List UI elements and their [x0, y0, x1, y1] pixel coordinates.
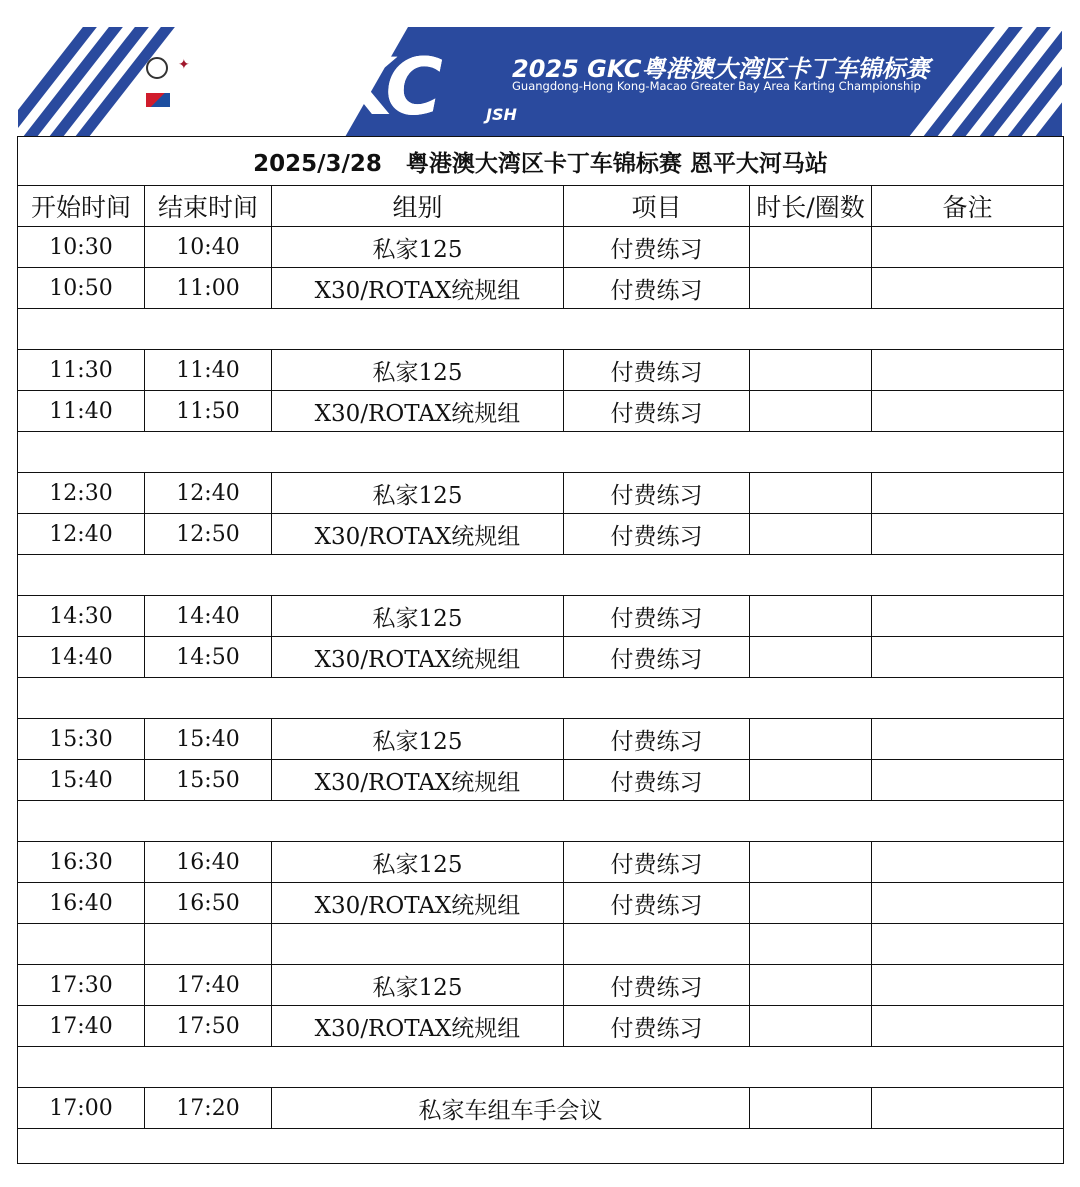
remarks-cell: [872, 1006, 1064, 1047]
remarks-cell: [872, 473, 1064, 514]
group-cell: X30/ROTAX统规组: [272, 514, 564, 555]
item-cell: 付费练习: [564, 842, 750, 883]
item-cell: 付费练习: [564, 596, 750, 637]
end-time-cell: 17:50: [145, 1006, 272, 1047]
start-time-cell: 15:30: [18, 719, 145, 760]
blank-row: [18, 678, 1064, 719]
start-time-cell: 16:30: [18, 842, 145, 883]
table-row: [18, 473, 1064, 514]
header-end-time: 结束时间: [145, 186, 272, 227]
duration-cell: [750, 268, 872, 309]
duration-cell: [750, 760, 872, 801]
start-time-cell: 16:40: [18, 883, 145, 924]
end-time-cell: 11:00: [145, 268, 272, 309]
championship-title: 2025 GKC粤港澳大湾区卡丁车锦标赛: [512, 55, 930, 83]
table-row: [18, 719, 1064, 760]
title-date: 2025/3/28: [253, 150, 382, 177]
end-time-cell: 16:40: [145, 842, 272, 883]
duration-cell: [750, 637, 872, 678]
end-time-cell: 17:40: [145, 965, 272, 1006]
table-row: [18, 350, 1064, 391]
table-row: [18, 514, 1064, 555]
table-row: [18, 965, 1064, 1006]
item-cell: 付费练习: [564, 268, 750, 309]
duration-cell: [750, 514, 872, 555]
blank-cell: [18, 555, 1064, 596]
header-duration-laps: 时长/圈数: [750, 186, 872, 227]
blank-cell: [564, 924, 750, 965]
item-cell: 付费练习: [564, 719, 750, 760]
remarks-cell: [872, 883, 1064, 924]
item-cell: 付费练习: [564, 965, 750, 1006]
header-group: 组别: [272, 186, 564, 227]
start-time-cell: 17:30: [18, 965, 145, 1006]
item-cell: 付费练习: [564, 227, 750, 268]
blank-row: [18, 924, 1064, 965]
start-time-cell: 10:50: [18, 268, 145, 309]
start-time-cell: 14:40: [18, 637, 145, 678]
table-row: [18, 227, 1064, 268]
remarks-cell: [872, 514, 1064, 555]
sponsor-seal-icon: [146, 57, 168, 79]
group-cell: 私家125: [272, 350, 564, 391]
item-cell: 付费练习: [564, 883, 750, 924]
championship-subtitle: Guangdong-Hong Kong-Macao Greater Bay Area Karting Championship: [512, 79, 921, 93]
blank-cell: [145, 924, 272, 965]
group-cell: 私家125: [272, 965, 564, 1006]
remarks-cell: [872, 227, 1064, 268]
blank-row: [18, 309, 1064, 350]
start-time-cell: 11:30: [18, 350, 145, 391]
end-time-cell: 11:40: [145, 350, 272, 391]
remarks-cell: [872, 719, 1064, 760]
group-cell: 私家125: [272, 473, 564, 514]
group-cell: 私家125: [272, 719, 564, 760]
table-row: [18, 1006, 1064, 1047]
blank-cell: [18, 1129, 1064, 1164]
blank-cell: [18, 309, 1064, 350]
start-time-cell: 14:30: [18, 596, 145, 637]
gkc-logo-sub: JSH: [486, 105, 517, 124]
start-time-cell: 15:40: [18, 760, 145, 801]
duration-cell: [750, 596, 872, 637]
table-row: [18, 637, 1064, 678]
blank-cell: [272, 924, 564, 965]
start-time-cell: 12:30: [18, 473, 145, 514]
table-row: [18, 883, 1064, 924]
end-time-cell: 10:40: [145, 227, 272, 268]
end-time-cell: 15:40: [145, 719, 272, 760]
header-banner: [18, 27, 1062, 136]
duration-cell: [750, 842, 872, 883]
duration-cell: [750, 350, 872, 391]
start-time-cell: 11:40: [18, 391, 145, 432]
end-time-cell: 14:50: [145, 637, 272, 678]
header-item: 项目: [564, 186, 750, 227]
title-event: 粤港澳大湾区卡丁车锦标赛 恩平大河马站: [405, 150, 828, 177]
remarks-cell: [872, 760, 1064, 801]
table-row: [18, 760, 1064, 801]
end-time-cell: 16:50: [145, 883, 272, 924]
start-time-cell: 17:00: [18, 1088, 145, 1129]
remarks-cell: [872, 842, 1064, 883]
item-cell: 付费练习: [564, 473, 750, 514]
group-cell: X30/ROTAX统规组: [272, 1006, 564, 1047]
sponsor-flag-icon: [146, 93, 170, 107]
header-remarks: 备注: [872, 186, 1064, 227]
table-row: [18, 596, 1064, 637]
blank-cell: [872, 924, 1064, 965]
end-time-cell: 12:40: [145, 473, 272, 514]
group-cell: X30/ROTAX统规组: [272, 637, 564, 678]
blank-row: [18, 801, 1064, 842]
duration-cell: [750, 883, 872, 924]
meeting-row: [18, 1088, 1064, 1129]
blank-row: [18, 1047, 1064, 1088]
item-cell: 付费练习: [564, 760, 750, 801]
duration-cell: [750, 1088, 872, 1129]
duration-cell: [750, 473, 872, 514]
blank-cell: [18, 678, 1064, 719]
group-cell: 私家125: [272, 227, 564, 268]
start-time-cell: 17:40: [18, 1006, 145, 1047]
group-cell: X30/ROTAX统规组: [272, 268, 564, 309]
group-cell: X30/ROTAX统规组: [272, 760, 564, 801]
blank-cell: [18, 1047, 1064, 1088]
remarks-cell: [872, 268, 1064, 309]
end-time-cell: 11:50: [145, 391, 272, 432]
duration-cell: [750, 719, 872, 760]
table-row: [18, 842, 1064, 883]
table-title-row: [18, 137, 1064, 186]
duration-cell: [750, 391, 872, 432]
remarks-cell: [872, 965, 1064, 1006]
end-time-cell: 17:20: [145, 1088, 272, 1129]
item-cell: 付费练习: [564, 391, 750, 432]
remarks-cell: [872, 596, 1064, 637]
remarks-cell: [872, 1088, 1064, 1129]
group-cell: X30/ROTAX统规组: [272, 391, 564, 432]
table-row: [18, 391, 1064, 432]
blank-cell: [750, 924, 872, 965]
remarks-cell: [872, 637, 1064, 678]
table-header-row: [18, 186, 1064, 227]
blank-row: [18, 1129, 1064, 1164]
duration-cell: [750, 965, 872, 1006]
table-title: [18, 137, 1064, 186]
meeting-label-cell: 私家车组车手会议: [272, 1088, 750, 1129]
item-cell: 付费练习: [564, 350, 750, 391]
duration-cell: [750, 227, 872, 268]
blank-cell: [18, 432, 1064, 473]
item-cell: 付费练习: [564, 1006, 750, 1047]
header-start-time: 开始时间: [18, 186, 145, 227]
start-time-cell: 12:40: [18, 514, 145, 555]
end-time-cell: 12:50: [145, 514, 272, 555]
blank-cell: [18, 924, 145, 965]
item-cell: 付费练习: [564, 637, 750, 678]
end-time-cell: 15:50: [145, 760, 272, 801]
end-time-cell: 14:40: [145, 596, 272, 637]
blank-cell: [18, 801, 1064, 842]
remarks-cell: [872, 350, 1064, 391]
duration-cell: [750, 1006, 872, 1047]
blank-row: [18, 432, 1064, 473]
sponsor-logo-icon: ✦: [178, 57, 190, 73]
gkc-logo: GKC: [270, 43, 441, 133]
item-cell: 付费练习: [564, 514, 750, 555]
blank-row: [18, 555, 1064, 596]
schedule-table: [17, 136, 1064, 1164]
group-cell: 私家125: [272, 842, 564, 883]
group-cell: 私家125: [272, 596, 564, 637]
remarks-cell: [872, 391, 1064, 432]
start-time-cell: 10:30: [18, 227, 145, 268]
table-row: [18, 268, 1064, 309]
group-cell: X30/ROTAX统规组: [272, 883, 564, 924]
